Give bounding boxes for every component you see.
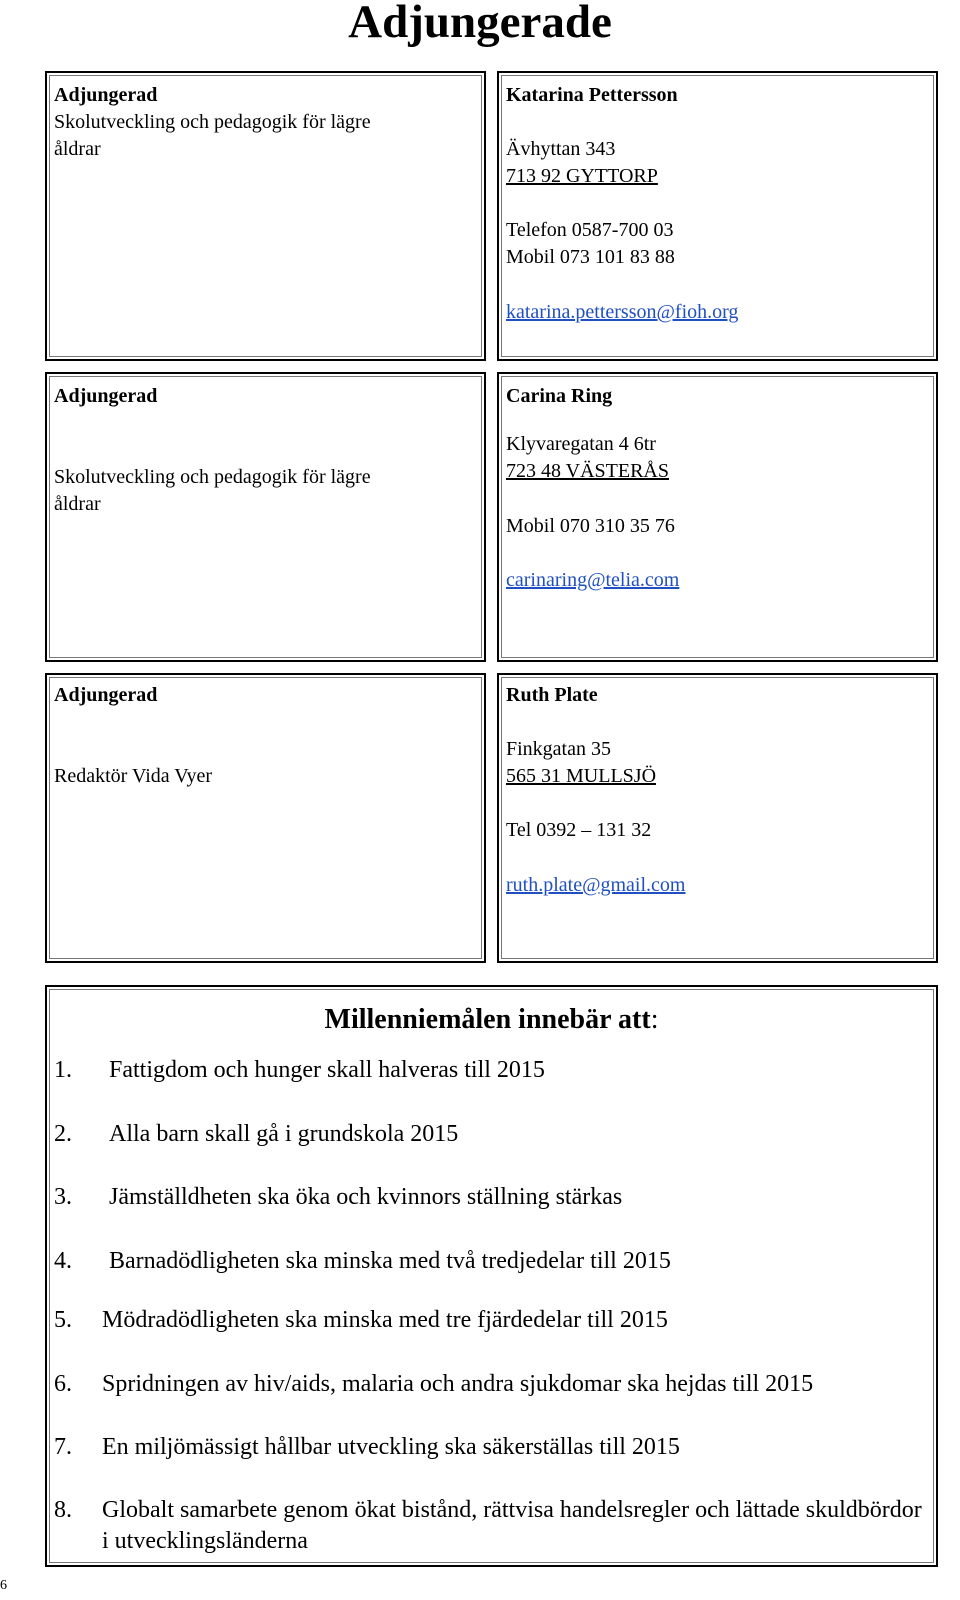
contact-street: Finkgatan 35 — [506, 738, 611, 760]
page-title: Adjungerade — [348, 0, 612, 48]
role-description: åldrar — [54, 138, 101, 160]
contact-email-link[interactable]: carinaring@telia.com — [506, 569, 680, 591]
contact-name: Carina Ring — [506, 385, 613, 407]
goal-item: 6. Spridningen av hiv/aids, malaria och andra sjukdomar ska hejdas till 2015 — [54, 1371, 814, 1397]
contact-mobile: Mobil 070 310 35 76 — [506, 515, 675, 537]
goal-item: 3. Jämställdheten ska öka och kvinnors ställning stärkas — [54, 1184, 623, 1210]
contact-name: Ruth Plate — [506, 684, 598, 706]
contact-phone: Tel 0392 – 131 32 — [506, 819, 652, 841]
contact-postal: 565 31 MULLSJÖ — [506, 765, 657, 787]
goals-box — [45, 985, 938, 1567]
goal-item: 1. Fattigdom och hunger skall halveras till 2015 — [54, 1057, 545, 1083]
role-box-1 — [45, 71, 486, 361]
contact-mobile: Mobil 073 101 83 88 — [506, 246, 675, 268]
contact-box-1 — [497, 71, 938, 361]
contact-phone: Telefon 0587-700 03 — [506, 219, 674, 241]
contact-name: Katarina Pettersson — [506, 84, 678, 106]
contact-street: Klyvaregatan 4 6tr — [506, 433, 656, 455]
contact-street: Ävhyttan 343 — [506, 138, 616, 160]
role-title: Adjungerad — [54, 84, 158, 106]
role-description: Skolutveckling och pedagogik för lägre — [54, 466, 371, 488]
goal-item: 4. Barnadödligheten ska minska med två tredjedelar till 2015 — [54, 1248, 671, 1274]
goal-item: 8. Globalt samarbete genom ökat bistånd, rättvisa handelsregler och lättade skuldbördor i utvecklingsländerna — [54, 1497, 922, 1554]
contact-email-link[interactable]: katarina.pettersson@fioh.org — [506, 301, 739, 323]
contact-box-2 — [497, 372, 938, 662]
goal-item: 7. En miljömässigt hållbar utveckling ska säkerställas till 2015 — [54, 1434, 680, 1460]
role-title: Adjungerad — [54, 385, 158, 407]
contact-box-3 — [497, 673, 938, 963]
goal-item: 2. Alla barn skall gå i grundskola 2015 — [54, 1121, 459, 1147]
role-description: åldrar — [54, 493, 101, 515]
role-title: Adjungerad — [54, 684, 158, 706]
goals-heading: Millenniemålen innebär att: — [324, 1004, 659, 1035]
contact-email-link[interactable]: ruth.plate@gmail.com — [506, 874, 686, 896]
role-description: Skolutveckling och pedagogik för lägre — [54, 111, 371, 133]
contact-postal: 713 92 GYTTORP — [506, 165, 658, 187]
role-description: Redaktör Vida Vyer — [54, 765, 213, 787]
role-box-2 — [45, 372, 486, 662]
contact-postal: 723 48 VÄSTERÅS — [506, 460, 669, 482]
goal-item: 5. Mödradödligheten ska minska med tre fjärdedelar till 2015 — [54, 1307, 668, 1333]
page-number: 6 — [0, 1578, 7, 1593]
role-box-3 — [45, 673, 486, 963]
